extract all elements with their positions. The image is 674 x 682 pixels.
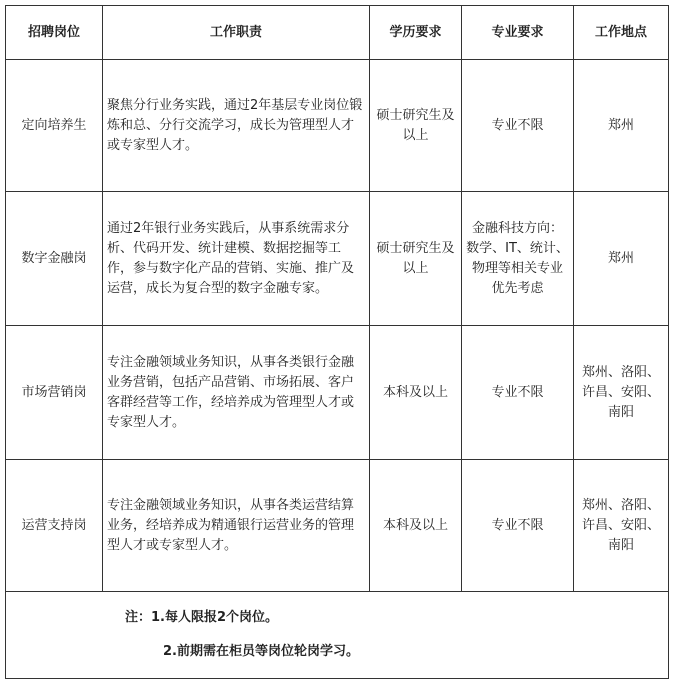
recruitment-table bbox=[5, 5, 669, 679]
cell-location: 郑州、洛阳、许昌、安阳、南阳 bbox=[574, 460, 669, 592]
note-line-1: 注：1.每人限报2个岗位。 bbox=[125, 610, 279, 625]
cell-location: 郑州 bbox=[574, 60, 669, 192]
table-row bbox=[6, 192, 669, 326]
header-location: 工作地点 bbox=[574, 6, 669, 60]
cell-duties: 专注金融领域业务知识，从事各类银行金融业务营销，包括产品营销、市场拓展、客户客群经营等工作，经培养成为管理型人才或专家型人才。 bbox=[103, 326, 370, 460]
cell-major: 专业不限 bbox=[462, 460, 574, 592]
cell-duties: 专注金融领域业务知识，从事各类运营结算业务，经培养成为精通银行运营业务的管理型人才或专家型人才。 bbox=[103, 460, 370, 592]
header-position: 招聘岗位 bbox=[6, 6, 103, 60]
header-major: 专业要求 bbox=[462, 6, 574, 60]
cell-location: 郑州 bbox=[574, 192, 669, 326]
cell-major: 专业不限 bbox=[462, 60, 574, 192]
cell-position: 数字金融岗 bbox=[6, 192, 103, 326]
cell-education: 硕士研究生及以上 bbox=[370, 60, 462, 192]
header-education: 学历要求 bbox=[370, 6, 462, 60]
note-line-2: 2.前期需在柜员等岗位轮岗学习。 bbox=[163, 644, 359, 659]
notes-row bbox=[6, 592, 669, 679]
cell-location: 郑州、洛阳、许昌、安阳、南阳 bbox=[574, 326, 669, 460]
cell-major: 金融科技方向：数学、IT、统计、物理等相关专业优先考虑 bbox=[462, 192, 574, 326]
notes-block bbox=[10, 608, 664, 662]
table-header-row bbox=[6, 6, 669, 60]
cell-education: 本科及以上 bbox=[370, 326, 462, 460]
cell-duties: 通过2年银行业务实践后，从事系统需求分析、代码开发、统计建模、数据挖掘等工作，参与数字化产品的营销、实施、推广及运营，成长为复合型的数字金融专家。 bbox=[103, 192, 370, 326]
cell-position: 定向培养生 bbox=[6, 60, 103, 192]
table-row bbox=[6, 60, 669, 192]
notes-cell bbox=[6, 592, 669, 679]
table-row bbox=[6, 326, 669, 460]
cell-position: 市场营销岗 bbox=[6, 326, 103, 460]
cell-position: 运营支持岗 bbox=[6, 460, 103, 592]
cell-major: 专业不限 bbox=[462, 326, 574, 460]
table-row bbox=[6, 460, 669, 592]
cell-duties: 聚焦分行业务实践，通过2年基层专业岗位锻炼和总、分行交流学习，成长为管理型人才或专家型人才。 bbox=[103, 60, 370, 192]
cell-education: 硕士研究生及以上 bbox=[370, 192, 462, 326]
cell-education: 本科及以上 bbox=[370, 460, 462, 592]
header-duties: 工作职责 bbox=[103, 6, 370, 60]
